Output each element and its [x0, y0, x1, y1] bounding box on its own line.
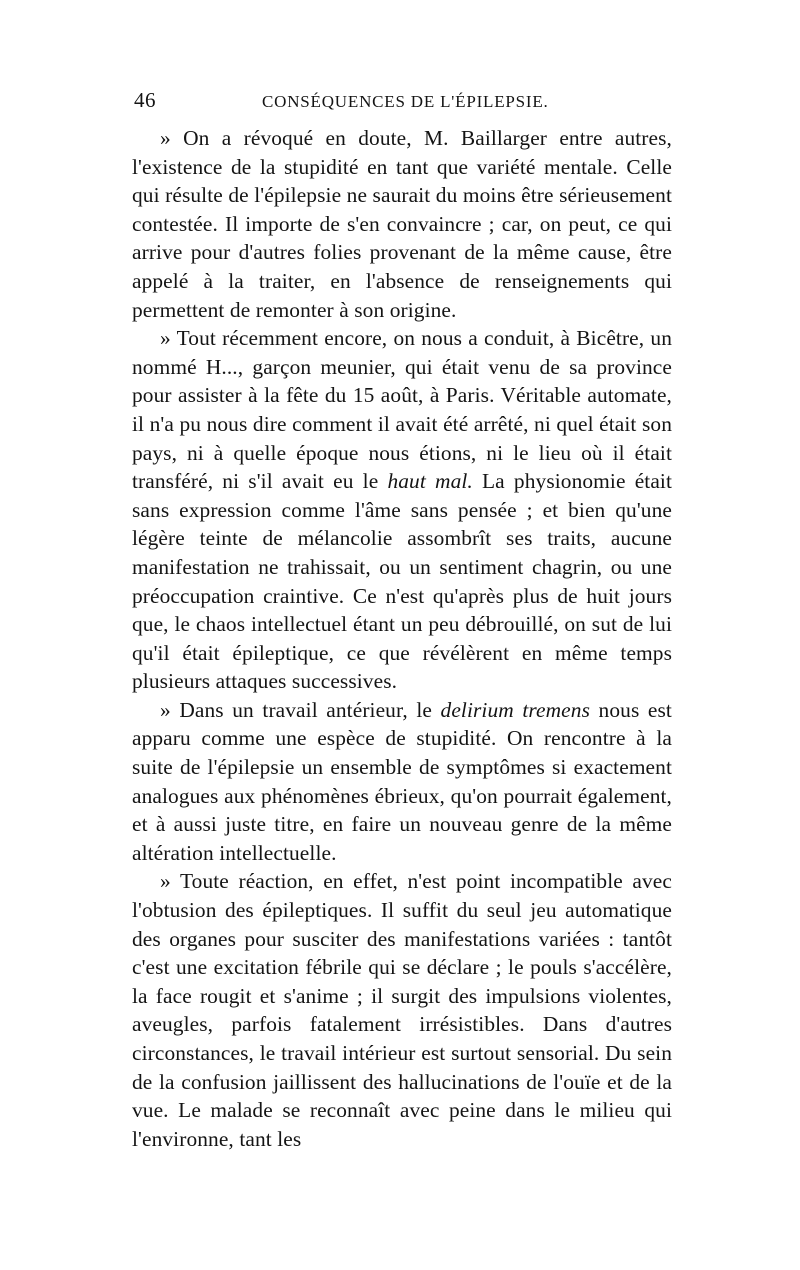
paragraph-text: » On a révoqué en doute, M. Baillarger entre autres, l'existence de la stupidité en tant que variété mentale. Celle qui résulte de l'épilepsie ne saurait du moins être sérieusement contestée. Il importe de s'en convaincre ; car, on peut, ce qui arrive pour d'autres folies provenant de la même cause, être appelé à la traiter, en l'absence de renseignements qui permettent de remonter à son origine. — [132, 126, 672, 322]
paragraph-text: nous est apparu comme une espèce de stupidité. On rencontre à la suite de l'épilepsie un ensemble de symptômes si exactement analogues aux phénomènes ébrieux, qu'on pourrait également, et à aussi juste titre, en faire un nouveau genre de la même altération intellectuelle. — [132, 697, 672, 865]
italic-term: delirium tremens — [440, 697, 590, 722]
running-title: CONSÉQUENCES DE L'ÉPILEPSIE. — [262, 92, 549, 111]
paragraph-text: » Toute réaction, en effet, n'est point incompatible avec l'obtusion des épileptiques. Il suffit du seul jeu automatique des organes pour susciter des manifestations variées : tantôt c'est une excitation fébrile qui se déclare ; le pouls s'accélère, la face rougit et s'anime ; il surgit des impulsions violentes, aveugles, parfois fatalement irrésistibles. Dans d'autres circonstances, le travail intérieur est surtout sensorial. Du sein de la confusion jaillissent des hallucinations de l'ouïe et de la vue. Le malade se reconnaît avec peine dans le milieu qui l'environne, tant les — [132, 869, 672, 1151]
paragraph-text: » Tout récemment encore, on nous a conduit, à Bicêtre, un nommé H..., garçon meunier, qui était venu de sa province pour assister à la fête du 15 août, à Paris. Véritable automate, il n'a pu nous dire comment il avait été arrêté, ni quel était son pays, ni à quelle époque nous étions, ni le lieu où il était transféré, ni s'il avait eu le — [132, 326, 672, 494]
paragraph-stupidite — [132, 124, 672, 324]
paragraph-case-h — [132, 324, 672, 696]
paragraph-text: » Dans un travail antérieur, le — [160, 697, 441, 722]
book-page — [132, 88, 672, 1153]
running-head — [132, 88, 672, 118]
paragraph-delirium — [132, 696, 672, 868]
page-number: 46 — [134, 88, 156, 112]
paragraph-text: La physionomie était sans expression comme l'âme sans pensée ; et bien qu'une légère teinte de mélancolie assombrît ses traits, aucune manifestation ne trahissait, ou un sentiment chagrin, ou une préoccupation craintive. Ce n'est qu'après plus de huit jours que, le chaos intellectuel étant un peu débrouillé, on sut de lui qu'il était épileptique, ce que révélèrent en même temps plusieurs attaques successives. — [132, 469, 673, 694]
italic-term: haut mal. — [387, 469, 473, 494]
body-text — [132, 124, 672, 1153]
paragraph-reaction — [132, 867, 672, 1153]
